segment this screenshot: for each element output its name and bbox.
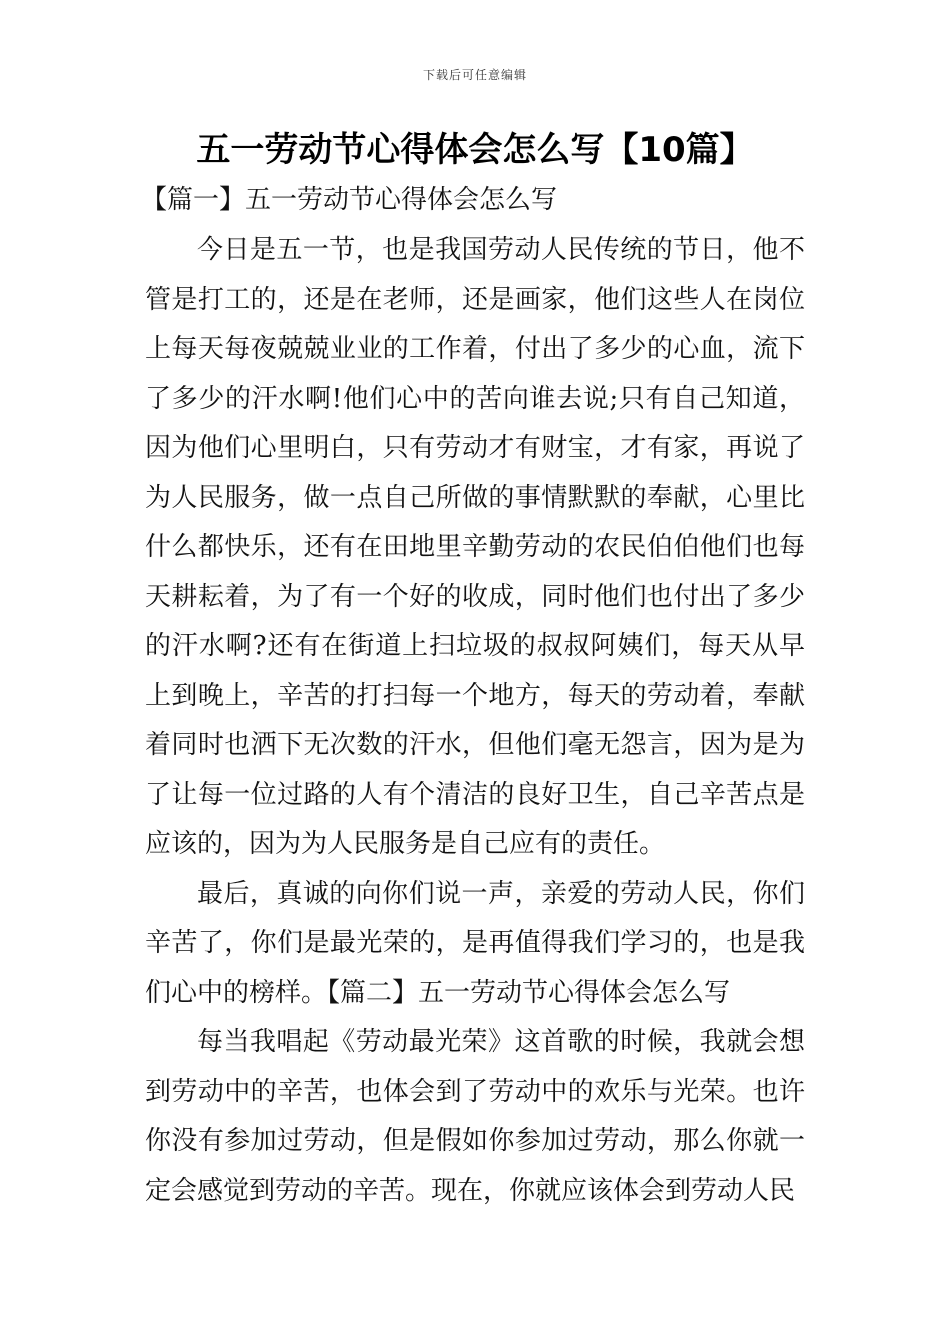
closing-text: 最后，真诚的向你们说一声，亲爱的劳动人民，你们辛苦了，你们是最光荣的，是再值得我们学习的，也是我们心中的榜样。 xyxy=(145,878,805,1008)
section-heading-1: 【篇一】五一劳动节心得体会怎么写 xyxy=(141,185,558,215)
header-note: 下载后可任意编辑 xyxy=(422,68,527,82)
paragraph-2 xyxy=(145,870,805,1019)
document-body xyxy=(141,180,805,1216)
paragraph-3: 每当我唱起《劳动最光荣》这首歌的时候，我就会想到劳动中的辛苦，也体会到了劳动中的欢乐与光荣。也许你没有参加过劳动，但是假如你参加过劳动，那么你就一定会感觉到劳动的辛苦。现在，你就应该体会到劳动人民 xyxy=(145,1027,805,1206)
document-title: 五一劳动节心得体会怎么写【10篇】 xyxy=(196,130,754,170)
section-heading-2: 【篇二】五一劳动节心得体会怎么写 xyxy=(327,977,731,1008)
paragraph-1: 今日是五一节，也是我国劳动人民传统的节日，他不管是打工的，还是在老师，还是画家，他们这些人在岗位上每天每夜兢兢业业的工作着，付出了多少的心血，流下了多少的汗水啊!他们心中的苦向谁去说;只有自己知道，因为他们心里明白，只有劳动才有财宝，才有家，再说了为人民服务，做一点自己所做的事情默默的奉献，心里比什么都快乐，还有在田地里辛勤劳动的农民伯伯他们也每天耕耘着，为了有一个好的收成，同时他们也付出了多少的汗水啊?还有在街道上扫垃圾的叔叔阿姨们，每天从早上到晚上，辛苦的打扫每一个地方，每天的劳动着，奉献着同时也洒下无次数的汗水，但他们毫无怨言，因为是为了让每一位过路的人有个清洁的良好卫生，自己辛苦点是应该的，因为为人民服务是自己应有的责任。 xyxy=(145,235,805,859)
